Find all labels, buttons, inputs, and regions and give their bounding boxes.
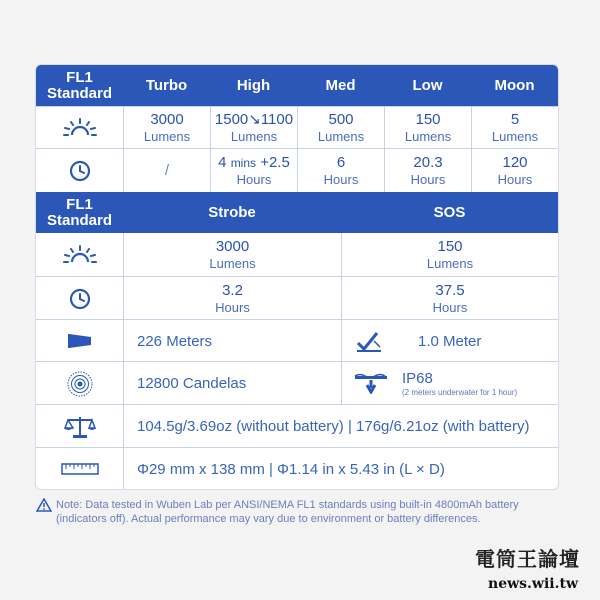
impact-resistance: 1.0 Meter [418, 333, 482, 350]
brightness-icon [36, 107, 123, 149]
special-mode-header [36, 192, 558, 233]
watermark-url: news.wii.tw [488, 576, 578, 592]
note-text: Note: Data tested in Wuben Lab per ANSI/NEMA FL1 standards using built-in 4800mAh battery (indicators off). Actual performance may vary due to environment or battery differences. [56, 499, 519, 525]
high-lumens: 1500↘1100 Lumens [210, 107, 297, 149]
warning-icon [36, 498, 52, 516]
peak-intensity: 12800 Candelas [123, 362, 341, 405]
ip-rating-note: (2 meters underwater for 1 hour) [402, 388, 518, 397]
waterproof-icon [354, 372, 388, 399]
strobe-lumens: 3000 Lumens [123, 233, 341, 276]
sos-lumens: 150 Lumens [341, 233, 558, 276]
low-runtime: 20.3 Hours [384, 149, 471, 193]
size-text: Φ29 mm x 138 mm | Φ1.14 in x 5.43 in (L × D) [123, 448, 558, 490]
standard-label: FL1 Standard [46, 68, 112, 102]
special-runtime-row [36, 276, 558, 320]
clock-icon [36, 149, 123, 193]
beam-distance-icon [36, 320, 123, 362]
sos-runtime: 37.5 Hours [341, 277, 558, 320]
moon-lumens: 5 Lumens [471, 107, 558, 149]
beam-row [36, 319, 558, 362]
rating-cell [341, 362, 558, 405]
runtime-row [36, 148, 558, 193]
med-lumens: 500 Lumens [297, 107, 384, 149]
mode-low: Low [412, 76, 443, 94]
intensity-row [36, 361, 558, 405]
impact-cell [341, 320, 558, 362]
scale-icon [36, 405, 123, 448]
weight-text: 104.5g/3.69oz (without battery) | 176g/6.21oz (with battery) [123, 405, 558, 448]
ip-rating: IP68 [402, 370, 433, 387]
mode-high: High [236, 76, 271, 94]
spec-table [35, 64, 559, 490]
ruler-icon [36, 448, 123, 490]
clock-icon [36, 277, 123, 320]
brightness-icon [36, 233, 123, 276]
med-runtime: 6 Hours [297, 149, 384, 193]
impact-icon [356, 331, 382, 358]
beam-distance: 226 Meters [123, 320, 341, 362]
special-lumens-row [36, 233, 558, 276]
turbo-runtime: / [123, 149, 210, 193]
standard-label-2: FL1 Standard [46, 195, 112, 229]
low-lumens: 150 Lumens [384, 107, 471, 149]
intensity-icon [36, 362, 123, 405]
mode-strobe: Strobe [208, 203, 256, 221]
mode-turbo: Turbo [145, 76, 188, 94]
watermark-title: 電筒王論壇 [475, 547, 580, 571]
strobe-runtime: 3.2 Hours [123, 277, 341, 320]
lumens-row [36, 106, 558, 149]
mode-med: Med [325, 76, 356, 94]
turbo-lumens: 3000 Lumens [123, 107, 210, 149]
mode-sos: SOS [433, 203, 466, 221]
mode-header [36, 65, 558, 106]
weight-row [36, 404, 558, 448]
high-runtime: 4 mins +2.5 Hours [210, 149, 297, 193]
mode-moon: Moon [494, 76, 535, 94]
size-row [36, 447, 558, 490]
disclaimer-note [36, 498, 536, 526]
moon-runtime: 120 Hours [471, 149, 558, 193]
